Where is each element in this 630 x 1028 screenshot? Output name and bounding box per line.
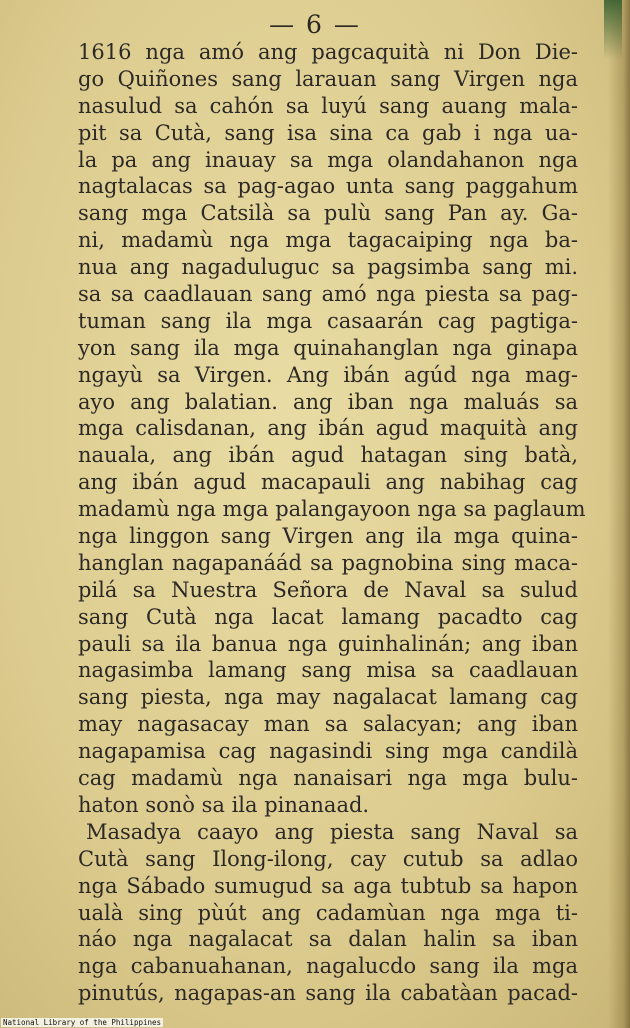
text-line: ni, madamù nga mga tagacaiping nga ba- [78,228,578,253]
text-line: ngayù sa Virgen. Ang ibán agúd nga mag- [78,362,578,387]
text-line: la pa ang inauay sa mga olandahanon nga [78,147,578,172]
text-line: nga linggon sang Virgen ang ila mga quina- [78,524,578,549]
page-number-header: — 6 — [269,10,361,39]
text-line: nua ang nagaduluguc sa pagsimba sang mi. [78,255,578,280]
text-line: pinutús, nagapas-an sang ila cabatàan pacad- [78,981,578,1006]
text-line: go Quiñones sang larauan sang Virgen nga [78,66,578,91]
text-line: Cutà sang Ilong-ilong, cay cutub sa adlao [78,846,578,871]
text-line: nauala, ang ibán agud hatagan sing batà, [78,443,578,468]
text-line: nasulud sa cahón sa luyú sang auang mala- [78,93,578,118]
text-line: 1616 nga amó ang pagcaquità ni Don Die- [78,40,578,64]
text-line: pauli sa ila banua nga guinhalinán; ang iban [78,631,578,656]
text-line: ualà sing pùút ang cadamùan nga mga ti- [78,900,578,925]
text-line: sa sa caadlauan sang amó nga piesta sa pag- [78,282,578,307]
text-line: may nagasacay man sa salacyan; ang iban [78,712,578,737]
text-line: hanglan nagapanáád sa pagnobina sing maca- [78,550,578,575]
text-line: pilá sa Nuestra Señora de Naval sa sulud [78,577,578,602]
text-line: nga cabanuahanan, nagalucdo sang ila mga [78,954,578,979]
text-line: sang Cutà nga lacat lamang pacadto cag [78,604,578,629]
text-line: pit sa Cutà, sang isa sina ca gab i nga ua- [78,120,578,145]
body-text [78,39,586,1007]
text-line: yon sang ila mga quinahanglan nga ginapa [78,335,578,360]
text-line: sang mga Catsilà sa pulù sang Pan ay. Ga- [78,201,578,226]
text-line: ang ibán agud macapauli ang nabihag cag [78,470,578,495]
text-line: tuman sang ila mga casaarán cag pagtiga- [78,308,578,333]
text-line: haton sonò sa ila pinanaad. [78,792,370,817]
library-credit: National Library of the Philippines [3,1018,162,1027]
text-line: sang piesta, nga may nagalacat lamang cag [78,685,578,710]
text-line: nagasimba lamang sang misa sa caadlauan [78,658,578,683]
text-line: mga calisdanan, ang ibán agud maquità ang [78,416,578,441]
text-line: nga Sábado sumugud sa aga tubtub sa hapon [78,873,578,898]
text-line: nagapamisa cag nagasindi sing mga candilà [78,739,578,764]
text-line: ayo ang balatian. ang iban nga maluás sa [78,389,578,414]
text-line: cag madamù nga nanaisari nga mga bulu- [78,766,578,791]
text-line: nagtalacas sa pag-agao unta sang paggahum [78,174,578,199]
text-line: Masadya caayo ang piesta sang Naval sa [86,819,578,844]
text-line: náo nga nagalacat sa dalan halin sa iban [78,927,578,952]
page-edge-shadow [608,0,630,1028]
text-line: madamù nga mga palangayoon nga sa paglaum [78,497,586,522]
